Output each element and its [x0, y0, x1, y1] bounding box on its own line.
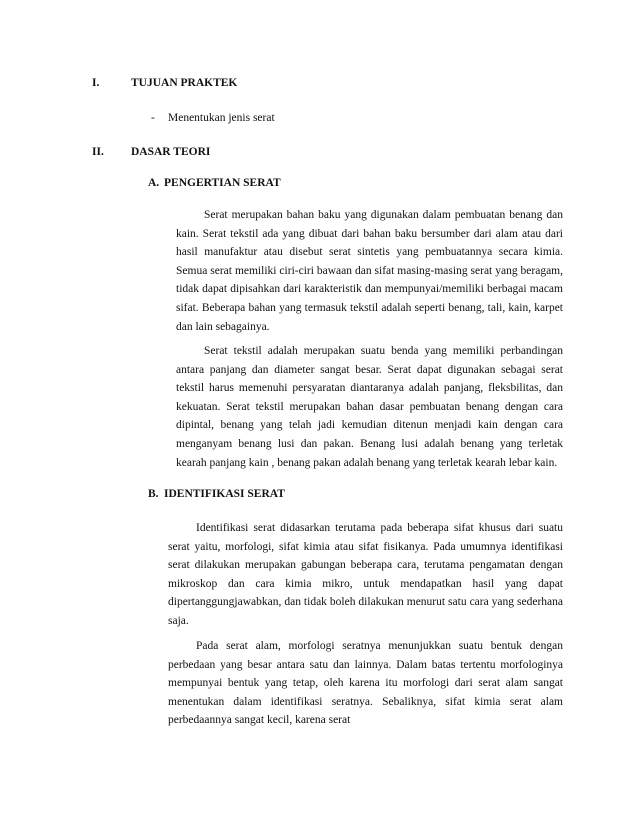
subsection-a-letter: A.: [148, 177, 160, 189]
section-1-bullet: [151, 112, 275, 124]
paragraph-a1: Serat merupakan bahan baku yang digunakan dalam pembuatan benang dan kain. Serat tekstil ada yang dibuat dari bahan baku bersumber dari alam atau dari hasil manufaktur atau disebut serat sintetis yang pembuatannya secara kimia. Semua serat memiliki ciri-ciri bawaan dan sifat masing-masing serat yang beragam, tidak dapat dipisahkan dari karakteristik dan mempunyai/memiliki berbagai macam sifat. Beberapa bahan yang termasuk tekstil adalah seperti benang, tali, kain, karpet dan lain sebagainya.: [176, 209, 563, 333]
paragraph-b1: Identifikasi serat didasarkan terutama pada beberapa sifat khusus dari suatu serat yaitu, morfologi, sifat kimia atau sifat fisikanya. Pada umumnya identifikasi serat dilakukan merupakan gabungan beberapa cara, terutama pengamatan dengan mikroskop dan cara kimia mikro, untuk mendapatkan hasil yang dapat dipertanggungjawabkan, dan tidak boleh dilakukan menurut satu cara yang sederhana saja.: [168, 522, 563, 627]
subsection-b-heading: [148, 488, 285, 500]
subsection-b-letter: B.: [148, 488, 159, 500]
subsection-b-title: IDENTIFIKASI SERAT: [164, 488, 285, 500]
bullet-text: Menentukan jenis serat: [168, 112, 275, 124]
subsection-a-heading: [148, 177, 281, 189]
subsection-a-title: PENGERTIAN SERAT: [164, 177, 281, 189]
section-2-numeral: II.: [92, 146, 104, 158]
section-1-numeral: I.: [92, 77, 100, 89]
section-1-title: TUJUAN PRAKTEK: [131, 77, 238, 89]
paragraph-b2: Pada serat alam, morfologi seratnya menunjukkan suatu bentuk dengan perbedaan yang besar antara satu dan lainnya. Dalam batas tertentu morfologinya mempunyai bentuk yang tetap, oleh karena itu morfologi dari serat alam sangat menentukan dalam identifikasi seratnya. Sebaliknya, sifat kimia serat alam perbedaannya sangat kecil, karena serat: [168, 640, 563, 727]
paragraph-a2: Serat tekstil adalah merupakan suatu benda yang memiliki perbandingan antara panjang dan diameter sangat besar. Serat dapat digunakan sebagai serat tekstil harus memenuhi persyaratan diantaranya adalah panjang, fleksbilitas, dan kekuatan. Serat tekstil merupakan bahan dasar pembuatan benang dengan cara dipintal, benang yang telah jadi kemudian ditenun menjadi kain dengan cara menganyam benang lusi dan pakan. Benang lusi adalah benang yang terletak kearah panjang kain , benang pakan adalah benang yang terletak kearah lebar kain.: [176, 345, 563, 469]
bullet-dash: -: [151, 112, 155, 124]
section-2-title: DASAR TEORI: [131, 146, 211, 158]
